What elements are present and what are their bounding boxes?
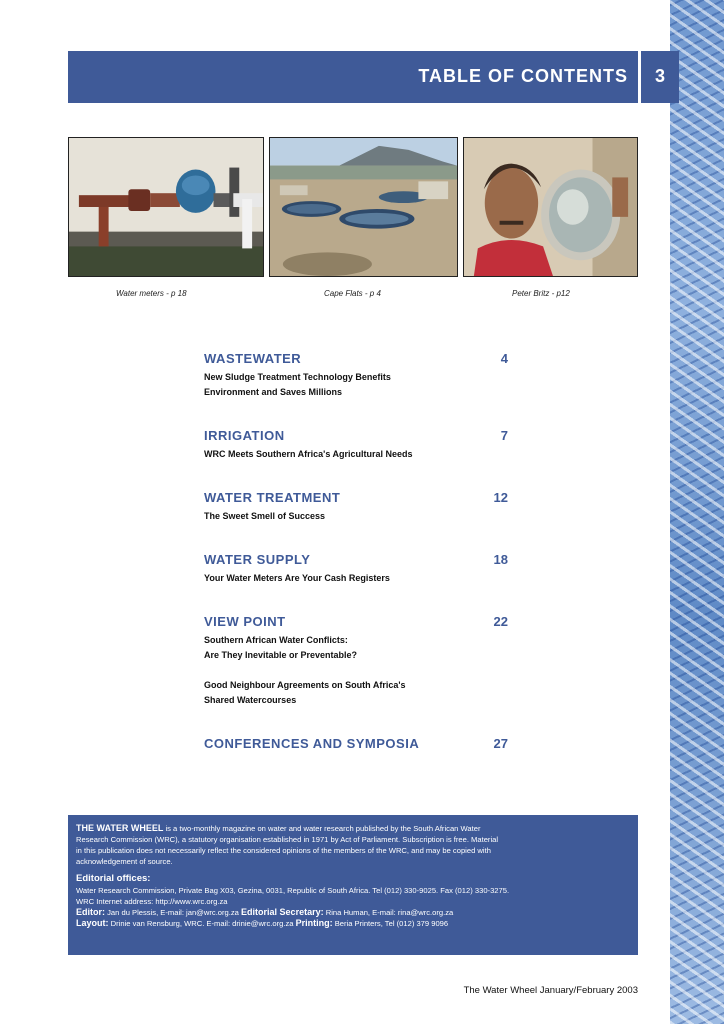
page-number: 3 [654,66,665,86]
toc-entry-water-supply[interactable] [204,552,508,586]
water-meter-photo-icon [69,138,263,276]
offices-address: Water Research Commission, Private Bag X03, Gezina, 0031, Republic of South Africa. Tel (012) 330-9025. Fax (012) 330-3275. WRC Internet address: http://www.wrc.org.za [76,886,510,906]
caption-peter-britz: Peter Britz - p12 [512,289,570,298]
toc-heading: WASTEWATER [204,351,302,366]
toc-description: New Sludge Treatment Technology Benefits Environment and Saves Millions [204,372,391,397]
treatment-plant-photo-icon [270,138,457,276]
man-with-abalone-photo-icon [464,138,637,276]
toc-entry-wastewater[interactable] [204,351,508,400]
caption-water-meters: Water meters - p 18 [116,289,187,298]
magazine-name: THE WATER WHEEL [76,823,164,833]
toc-heading: WATER SUPPLY [204,552,311,567]
toc-entry-water-treatment[interactable] [204,490,508,524]
toc-entry-conferences[interactable] [204,736,508,754]
toc-page-number: 27 [493,736,508,751]
photo-water-meters [68,137,264,277]
water-texture-strip [670,0,724,1024]
page-title: TABLE OF CONTENTS [418,66,628,86]
editor-line: Editor: Jan du Plessis, E-mail: jan@wrc.org.za Editorial Secretary: Rina Human, E-mail: rina@wrc.org.za [76,907,454,917]
offices-heading: Editorial offices: [76,873,151,884]
page-number-box [639,51,679,103]
toc-description: Southern African Water Conflicts: Are They Inevitable or Preventable? [204,635,358,660]
toc-description: The Sweet Smell of Success [204,511,326,521]
toc-entry-irrigation[interactable] [204,428,508,462]
photo-peter-britz [463,137,638,277]
toc-page-number: 4 [500,351,508,366]
toc-heading: CONFERENCES AND SYMPOSIA [204,736,420,751]
layout-line: Layout: Drinie van Rensburg, WRC. E-mail: drinie@wrc.org.za Printing: Beria Printers, Tel (012) 379 9096 [76,918,449,928]
intro-paragraph: THE WATER WHEEL is a two-monthly magazine on water and water research published by the South African Water Research Commission (WRC), a statutory organisation established in 1971 by Act of Parliament. Subscription is free. Material in this publication does not necessarily reflect the considered opinions of the members of the WRC, and may be copied with acknowledgement of source. [76,823,499,866]
toc-description-secondary: Good Neighbour Agreements on South Africa's Shared Watercourses [204,680,406,705]
toc-heading: VIEW POINT [204,614,286,629]
footer-issue: The Water Wheel January/February 2003 [463,985,638,996]
header-bar [68,51,638,103]
photo-cape-flats [269,137,458,277]
caption-cape-flats: Cape Flats - p 4 [324,289,381,298]
toc-page-number: 18 [493,552,508,567]
toc-entry-view-point[interactable] [204,614,508,708]
toc-heading: IRRIGATION [204,428,285,443]
toc-description: Your Water Meters Are Your Cash Registers [204,573,390,583]
toc-description: WRC Meets Southern Africa's Agricultural Needs [204,449,413,459]
toc-page-number: 22 [493,614,508,629]
toc-page-number: 12 [493,490,508,505]
toc-page-number: 7 [500,428,508,443]
publication-info-box [68,815,638,955]
toc-heading: WATER TREATMENT [204,490,341,505]
